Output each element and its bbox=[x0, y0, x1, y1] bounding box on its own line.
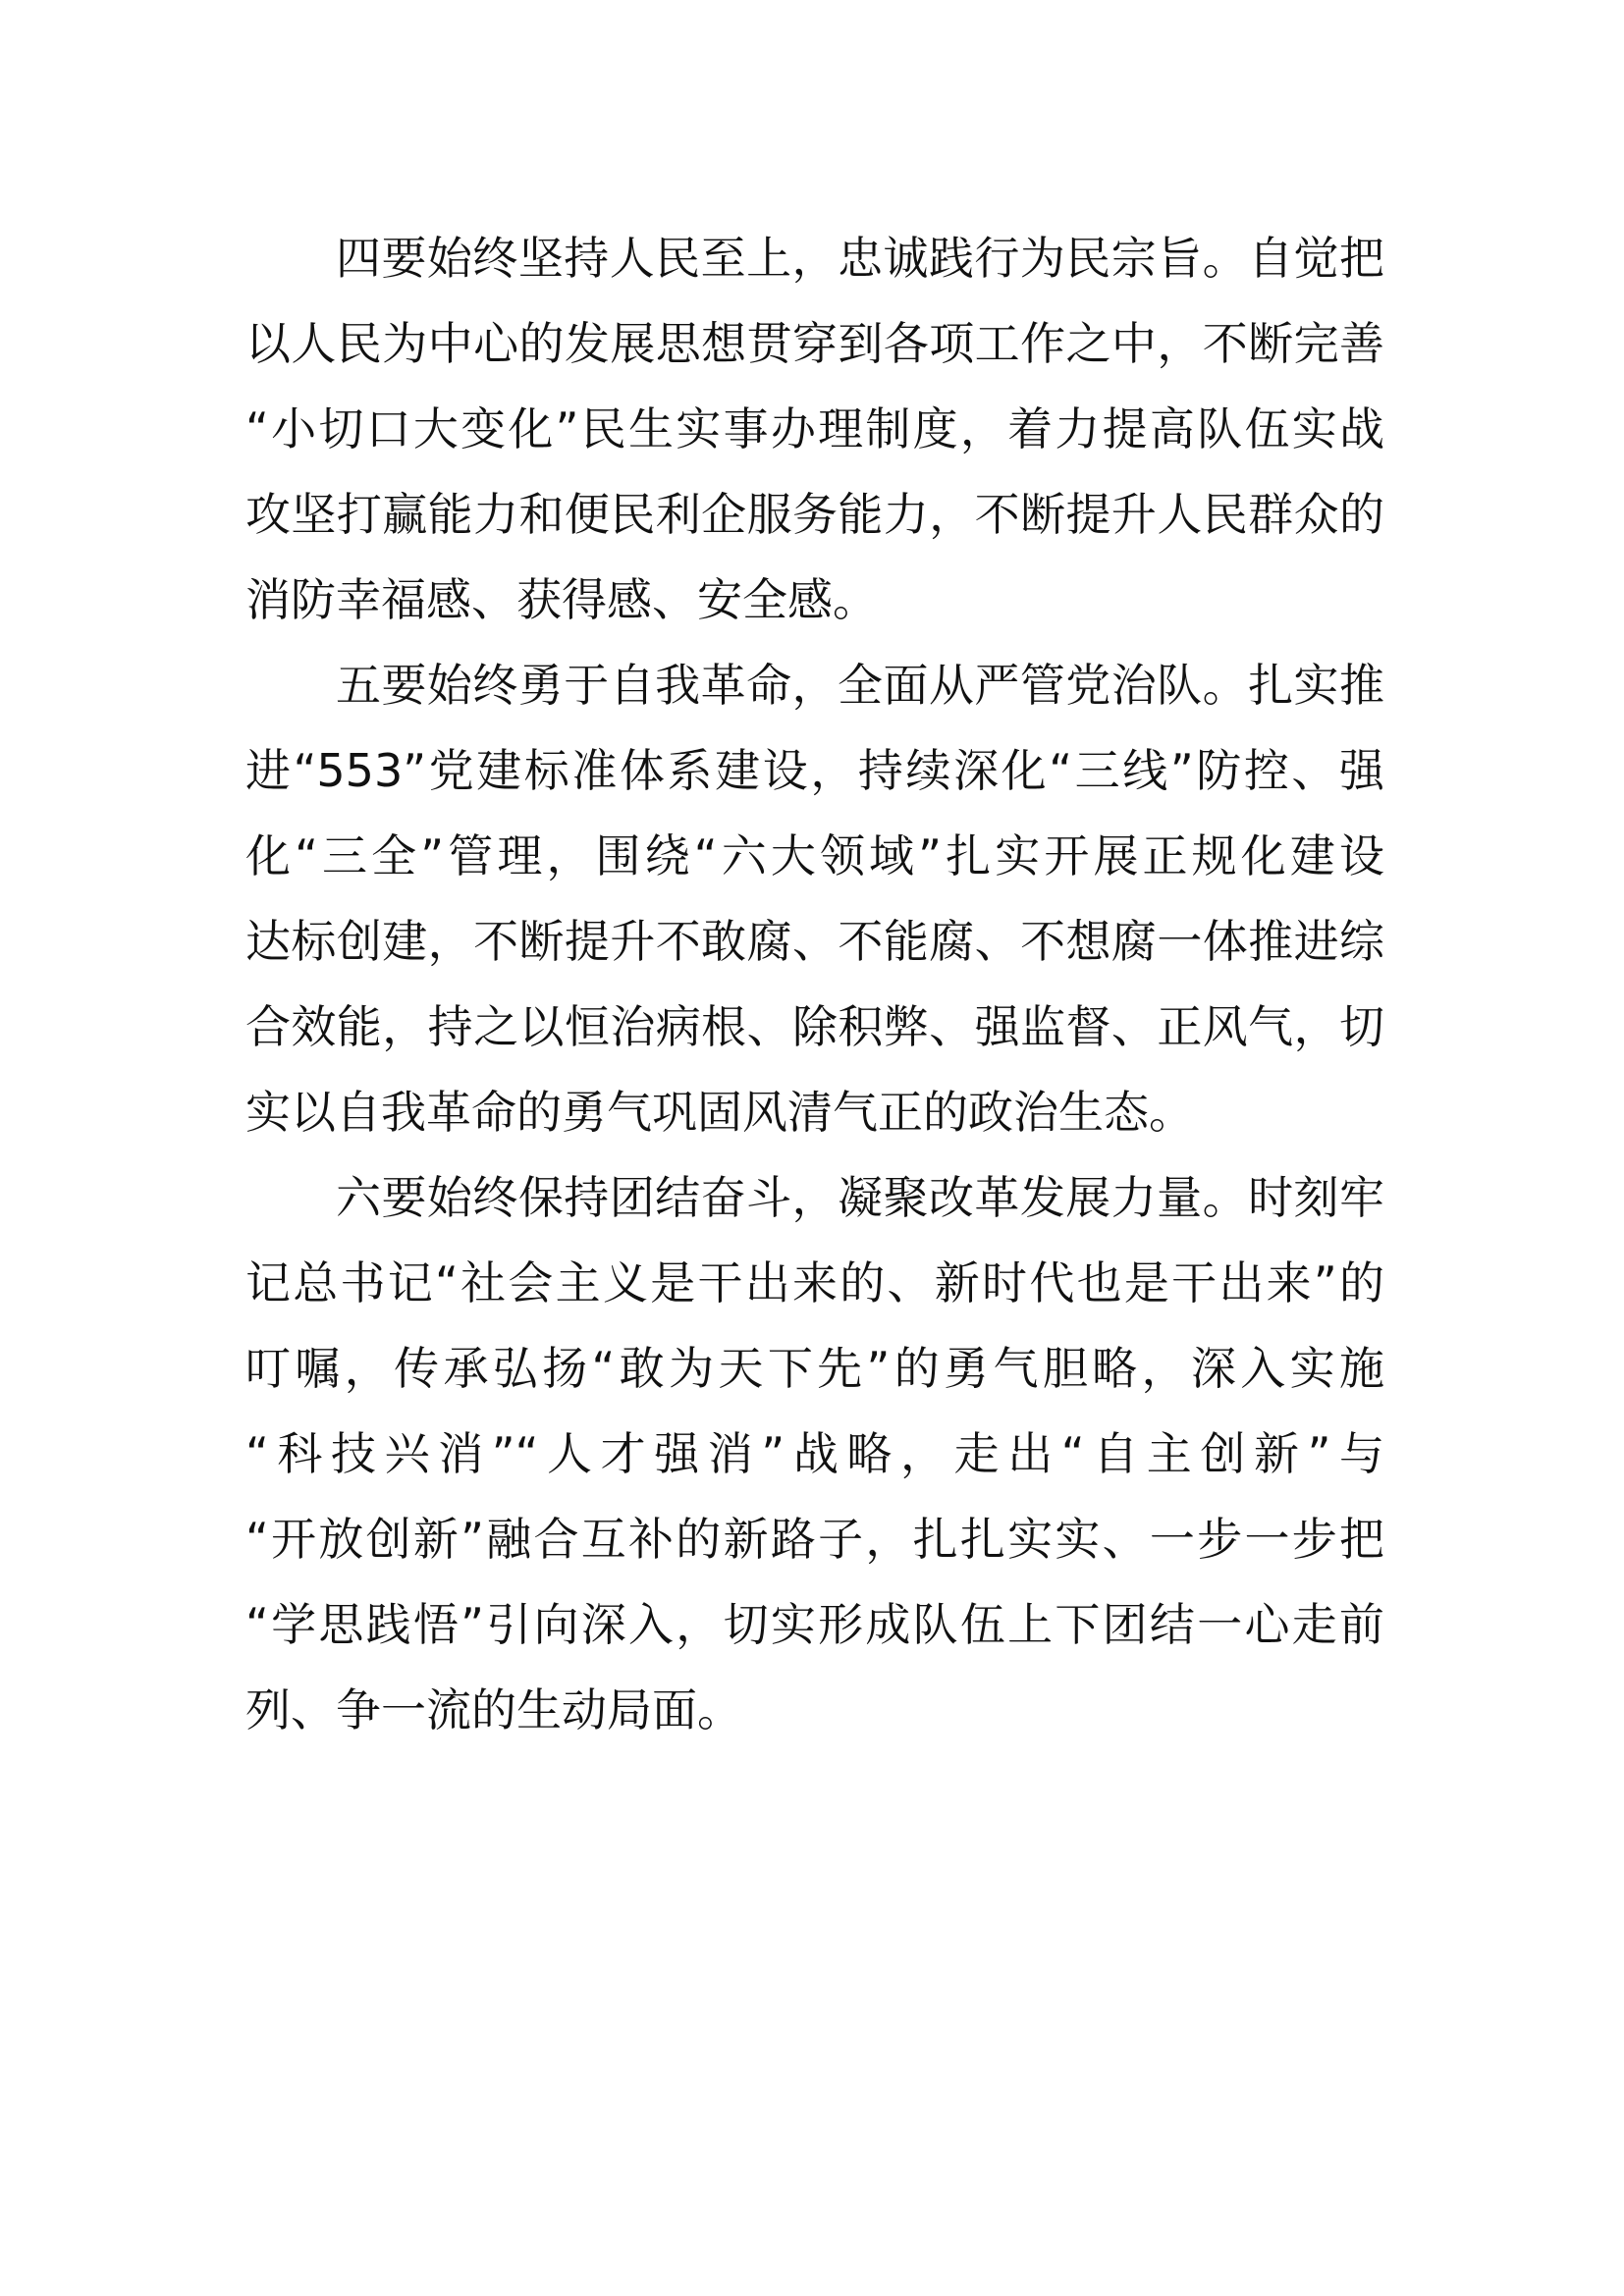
paragraph-line: 列、争一流的生动局面。 bbox=[245, 1683, 742, 1736]
paragraph-line: “科技兴消”“人才强消”战略，走出“自主创新”与 bbox=[245, 1427, 1384, 1480]
paragraph-line: 实以自我革命的勇气巩固风清气正的政治生态。 bbox=[245, 1086, 1194, 1139]
paragraph-line: “学思践悟”引向深入，切实形成队伍上下团结一心走前 bbox=[245, 1598, 1384, 1651]
paragraph-line: 五要始终勇于自我革命，全面从严管党治队。扎实推 bbox=[336, 659, 1384, 712]
paragraph-line: 攻坚打赢能力和便民利企服务能力，不断提升人民群众的 bbox=[245, 488, 1384, 541]
paragraph-line: “开放创新”融合互补的新路子，扎扎实实、一步一步把 bbox=[245, 1513, 1384, 1566]
paragraph-2 bbox=[245, 643, 1384, 1155]
paragraph-line: 消防幸福感、获得感、安全感。 bbox=[245, 573, 878, 626]
paragraph-line: 四要始终坚持人民至上，忠诚践行为民宗旨。自觉把 bbox=[336, 232, 1384, 285]
paragraph-line: “小切口大变化”民生实事办理制度，着力提高队伍实战 bbox=[245, 402, 1384, 455]
paragraph-line: 进“553”党建标准体系建设，持续深化“三线”防控、强 bbox=[245, 744, 1384, 797]
paragraph-line: 合效能，持之以恒治病根、除积弊、强监督、正风气，切 bbox=[245, 1000, 1384, 1053]
paragraph-line: 化“三全”管理，围绕“六大领域”扎实开展正规化建设 bbox=[245, 829, 1384, 882]
paragraph-line: 记总书记“社会主义是干出来的、新时代也是干出来”的 bbox=[245, 1256, 1384, 1309]
paragraph-3 bbox=[245, 1155, 1384, 1753]
paragraph-line: 达标创建，不断提升不敢腐、不能腐、不想腐一体推进综 bbox=[245, 915, 1384, 968]
paragraph-line: 以人民为中心的发展思想贯穿到各项工作之中，不断完善 bbox=[245, 317, 1384, 370]
paragraph-line: 六要始终保持团结奋斗，凝聚改革发展力量。时刻牢 bbox=[336, 1171, 1384, 1224]
paragraph-1 bbox=[245, 216, 1384, 643]
paragraph-line: 叮嘱，传承弘扬“敢为天下先”的勇气胆略，深入实施 bbox=[245, 1342, 1384, 1395]
document-body bbox=[245, 216, 1384, 1753]
